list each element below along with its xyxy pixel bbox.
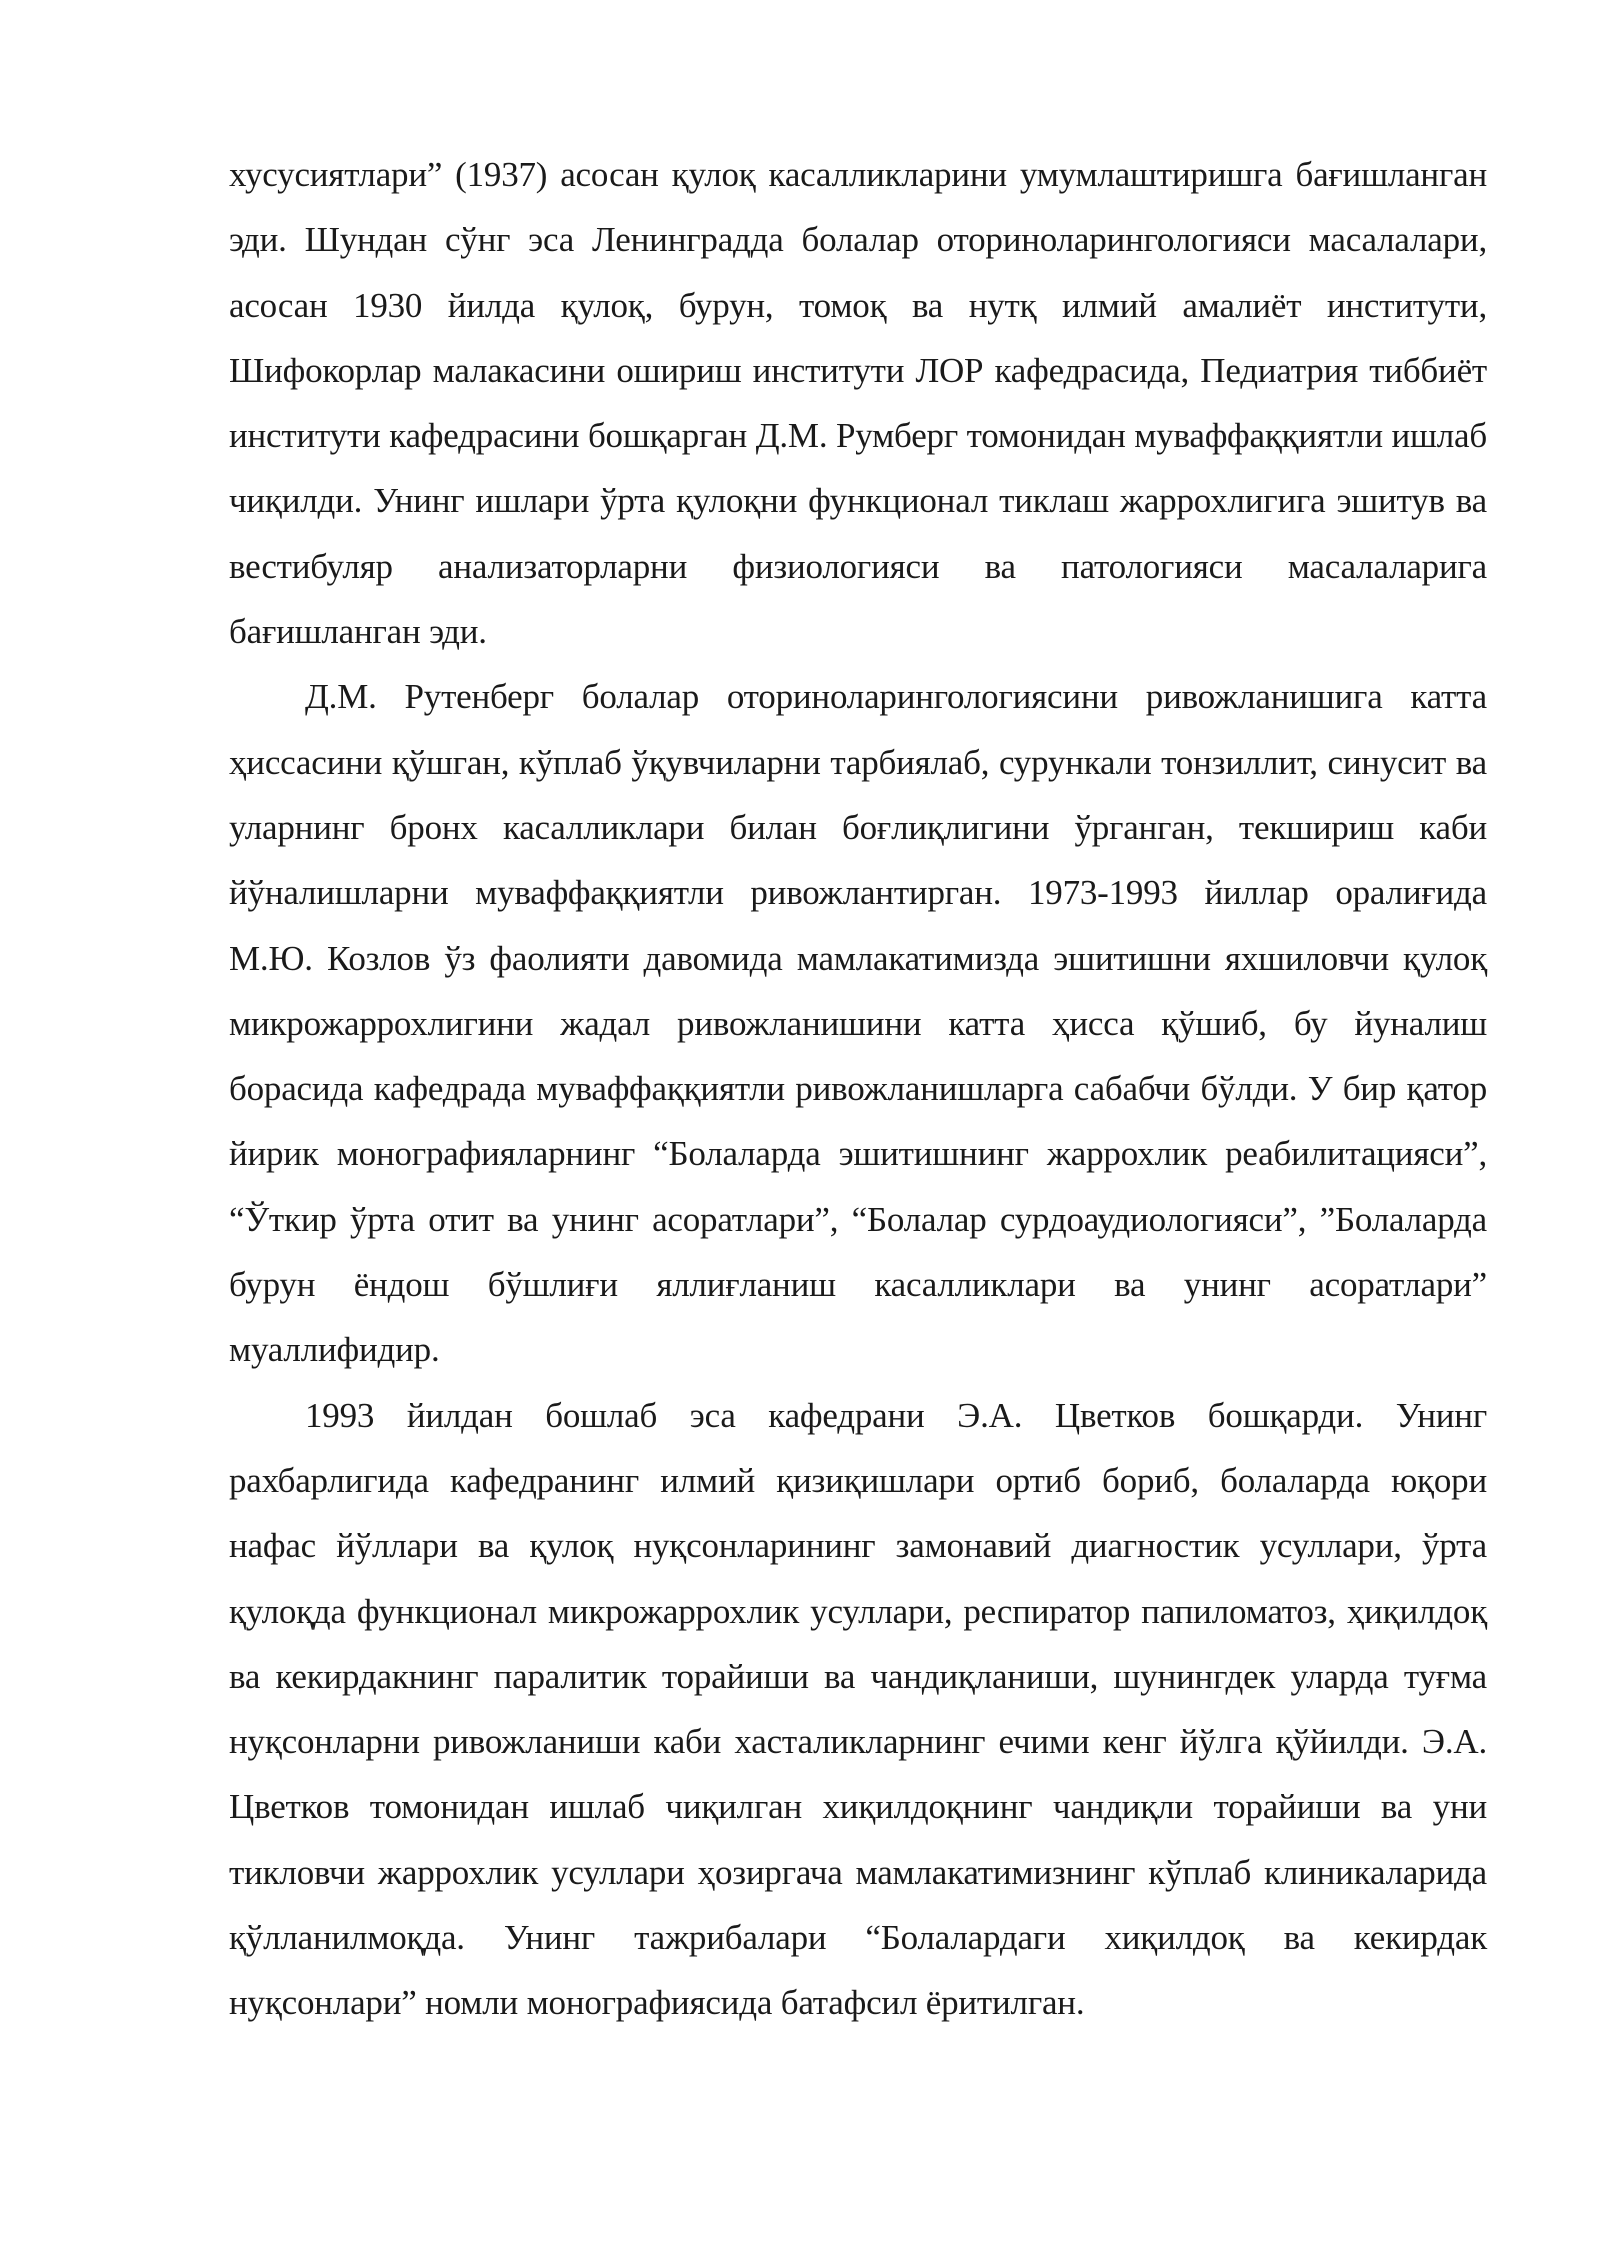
- paragraph-continuation: хусусиятлари” (1937) асосан қулоқ касалликларини умумлаштиришга бағишланган эди. Шундан сўнг эса Ленинградда болалар оториноларингологияси масалалари, асосан 1930 йилда қулоқ, бурун, томоқ ва нутқ илмий амалиёт институти, Шифокорлар малакасини ошириш институти ЛОР кафедрасида, Педиатрия тиббиёт институти кафедрасини бошқарган Д.М. Румберг томонидан муваффаққиятли ишлаб чиқилди. Унинг ишлари ўрта қулоқни функционал тиклаш жаррохлигига эшитув ва вестибуляр анализаторларни физиологияси ва патологияси масалаларига бағишланган эди.: [229, 155, 1487, 652]
- paragraph-rutenberg: Д.М. Рутенберг болалар оториноларингологиясини ривожланишига катта ҳиссасини қўшган, кўплаб ўқувчиларни тарбиялаб, сурункали тонзиллит, синусит ва уларнинг бронх касалликлари билан боғлиқлигини ўрганган, текшириш каби йўналишларни муваффаққиятли ривожлантирган. 1973-1993 йиллар оралиғида М.Ю. Козлов ўз фаолияти давомида мамлакатимизда эшитишни яхшиловчи қулоқ микрожаррохлигини жадал ривожланишини катта ҳисса қўшиб, бу йуналиш борасида кафедрада муваффаққиятли ривожланишларга сабабчи бўлди. У бир қатор йирик монографияларнинг “Болаларда эшитишнинг жаррохлик реабилитацияси”, “Ўткир ўрта отит ва унинг асоратлари”, “Болалар сурдоаудиологияси”, ”Болаларда бурун ёндош бўшлиғи яллиғланиш касалликлари ва унинг асоратлари” муаллифидир.: [229, 677, 1487, 1370]
- paragraph-tsvetkov: 1993 йилдан бошлаб эса кафедрани Э.А. Цветков бошқарди. Унинг рахбарлигида кафедранинг илмий қизиқишлари ортиб бориб, болаларда юқори нафас йўллари ва қулоқ нуқсонларининг замонавий диагностик усуллари, ўрта қулоқда функционал микрожаррохлик усуллари, респиратор папиломатоз, ҳиқилдоқ ва кекирдакнинг паралитик торайиши ва чандиқланиши, шунингдек уларда туғма нуқсонларни ривожланиши каби хасталикларнинг ечими кенг йўлга қўйилди. Э.А. Цветков томонидан ишлаб чиқилган хиқилдоқнинг чандиқли торайиши ва уни тикловчи жаррохлик усуллари ҳозиргача мамлакатимизнинг кўплаб клиникаларида қўлланилмоқда. Унинг тажрибалари “Болалардаги хиқилдоқ ва кекирдак нуқсонлари” номли монографиясида батафсил ёритилган.: [229, 1395, 1487, 2023]
- document-body: [229, 142, 1487, 2036]
